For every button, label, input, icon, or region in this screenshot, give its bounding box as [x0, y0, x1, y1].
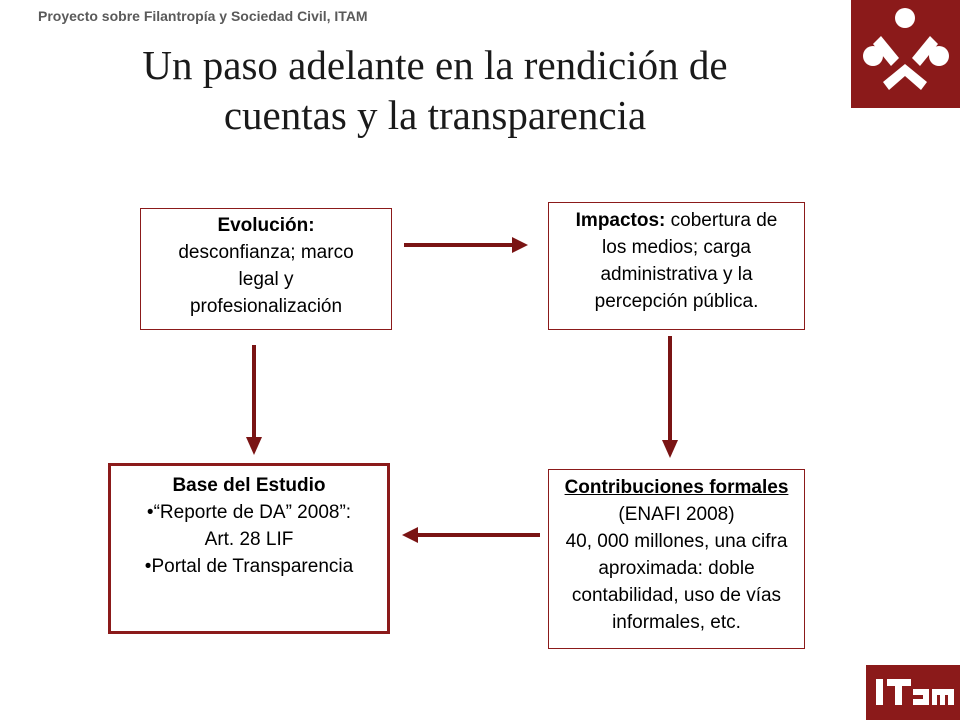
arrow-left	[402, 524, 540, 546]
box-base-estudio	[108, 463, 390, 634]
box-base-line-2: Art. 28 LIF	[204, 529, 294, 550]
box-base-line-3: •Portal de Transparencia	[144, 556, 354, 577]
box-contribuciones-line-1: (ENAFI 2008)	[618, 504, 735, 525]
box-contribuciones	[548, 469, 805, 649]
itam-symbol-logo	[851, 0, 960, 108]
arrow-down-left	[243, 345, 265, 455]
box-evolucion	[140, 208, 392, 330]
box-contribuciones-line-4: contabilidad, uso de vías	[571, 585, 782, 606]
box-impactos-line-4: percepción pública.	[594, 291, 759, 312]
box-contribuciones-line-2: 40, 000 millones, una cifra	[565, 531, 788, 552]
box-evolucion-line-2: legal y	[238, 269, 294, 290]
arrow-right	[404, 234, 528, 256]
arrow-down-right	[659, 336, 681, 458]
box-impactos	[548, 202, 805, 330]
box-contribuciones-line-5: informales, etc.	[612, 612, 741, 633]
box-base-line-1: •“Reporte de DA” 2008”:	[146, 502, 352, 523]
box-contribuciones-line-3: aproximada: doble	[598, 558, 755, 579]
box-base-heading: Base del Estudio	[172, 475, 326, 496]
box-evolucion-line-3: profesionalización	[189, 296, 343, 317]
itam-wordmark-logo	[866, 665, 960, 720]
box-contribuciones-heading: Contribuciones formales	[564, 477, 789, 498]
slide-title-line-1: Un paso adelante en la rendición de	[142, 42, 728, 88]
box-evolucion-heading: Evolución:	[217, 215, 315, 236]
itam-wordmark	[866, 665, 960, 720]
box-impactos-line-1	[549, 207, 804, 234]
slide-title-line-2: cuentas y la transparencia	[223, 92, 647, 138]
box-impactos-line-2: los medios; carga	[602, 237, 751, 258]
slide-title	[40, 40, 830, 140]
header-project-label: Proyecto sobre Filantropía y Sociedad Civil, ITAM	[38, 8, 368, 24]
box-impactos-heading: Impactos:	[575, 210, 666, 231]
box-impactos-line-3: administrativa y la	[600, 264, 753, 285]
box-impactos-first-rest: cobertura de	[665, 210, 778, 231]
people-circle-icon	[851, 0, 960, 108]
box-evolucion-line-1: desconfianza; marco	[178, 242, 354, 263]
